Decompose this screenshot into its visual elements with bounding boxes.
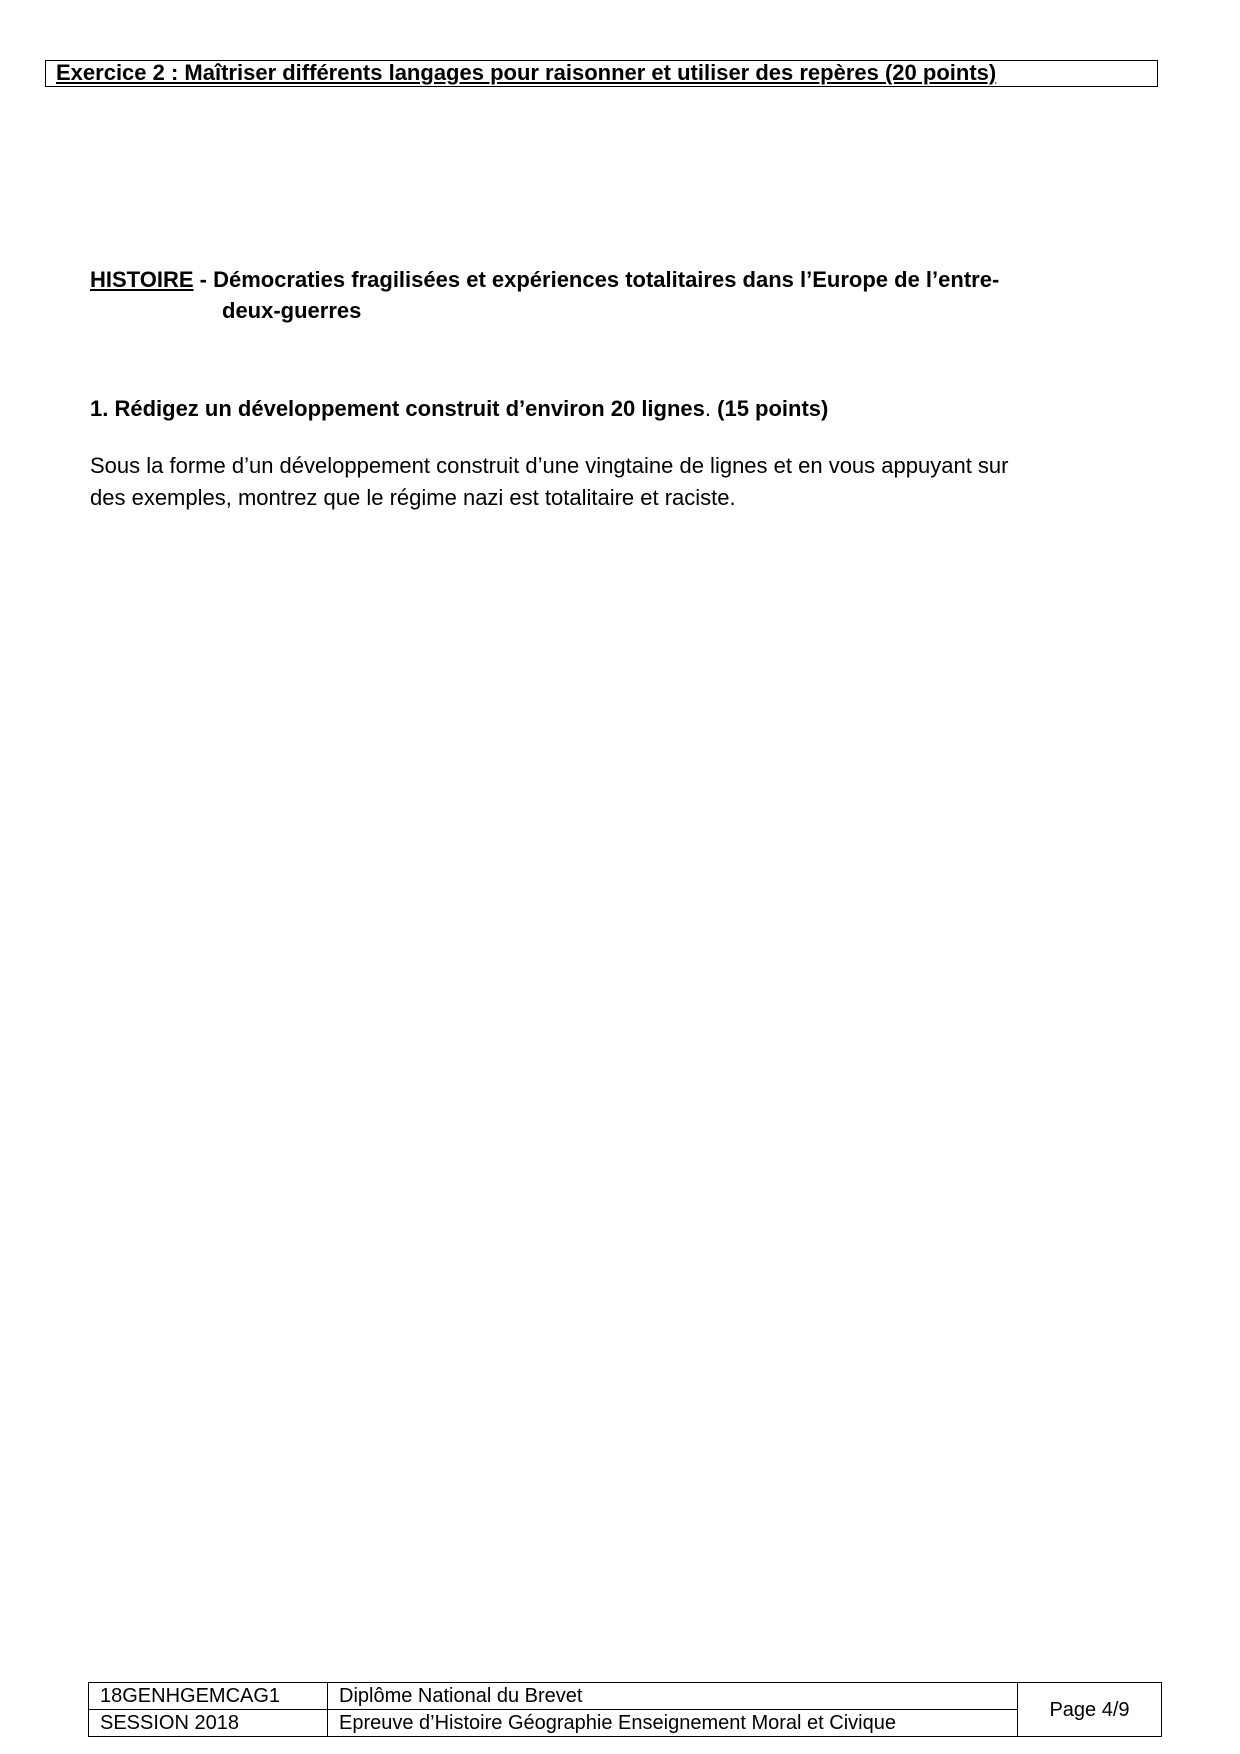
question-body-line1: Sous la forme d’un développement construit d’une vingtaine de lignes et en vous appuyant sur (90, 453, 1009, 478)
footer-page-number: Page 4/9 (1018, 1683, 1162, 1737)
exercise-title: Exercice 2 : Maîtriser différents langages pour raisonner et utiliser des repères (20 points) (45, 60, 1158, 87)
question-instruction: 1. Rédigez un développement construit d’environ 20 lignes (90, 396, 705, 421)
section-title-line1: Démocraties fragilisées et expériences totalitaires dans l’Europe de l’entre- (213, 267, 1000, 292)
footer-diploma: Diplôme National du Brevet (328, 1683, 1018, 1710)
section-title (90, 264, 1170, 326)
footer-session: SESSION 2018 (89, 1710, 328, 1737)
question-body-line2: des exemples, montrez que le régime nazi est totalitaire et raciste. (90, 485, 736, 510)
question-body (90, 450, 1170, 514)
question-points: (15 points) (717, 396, 829, 421)
footer-exam: Epreuve d’Histoire Géographie Enseignement Moral et Civique (328, 1710, 1018, 1737)
question-heading (90, 394, 828, 424)
question-punctuation: . (704, 396, 718, 421)
footer-code: 18GENHGEMCAG1 (89, 1683, 328, 1710)
footer-table (88, 1682, 1162, 1737)
section-title-line2: deux-guerres (222, 298, 362, 323)
section-separator: - (193, 267, 214, 292)
section-label: HISTOIRE (90, 267, 194, 292)
